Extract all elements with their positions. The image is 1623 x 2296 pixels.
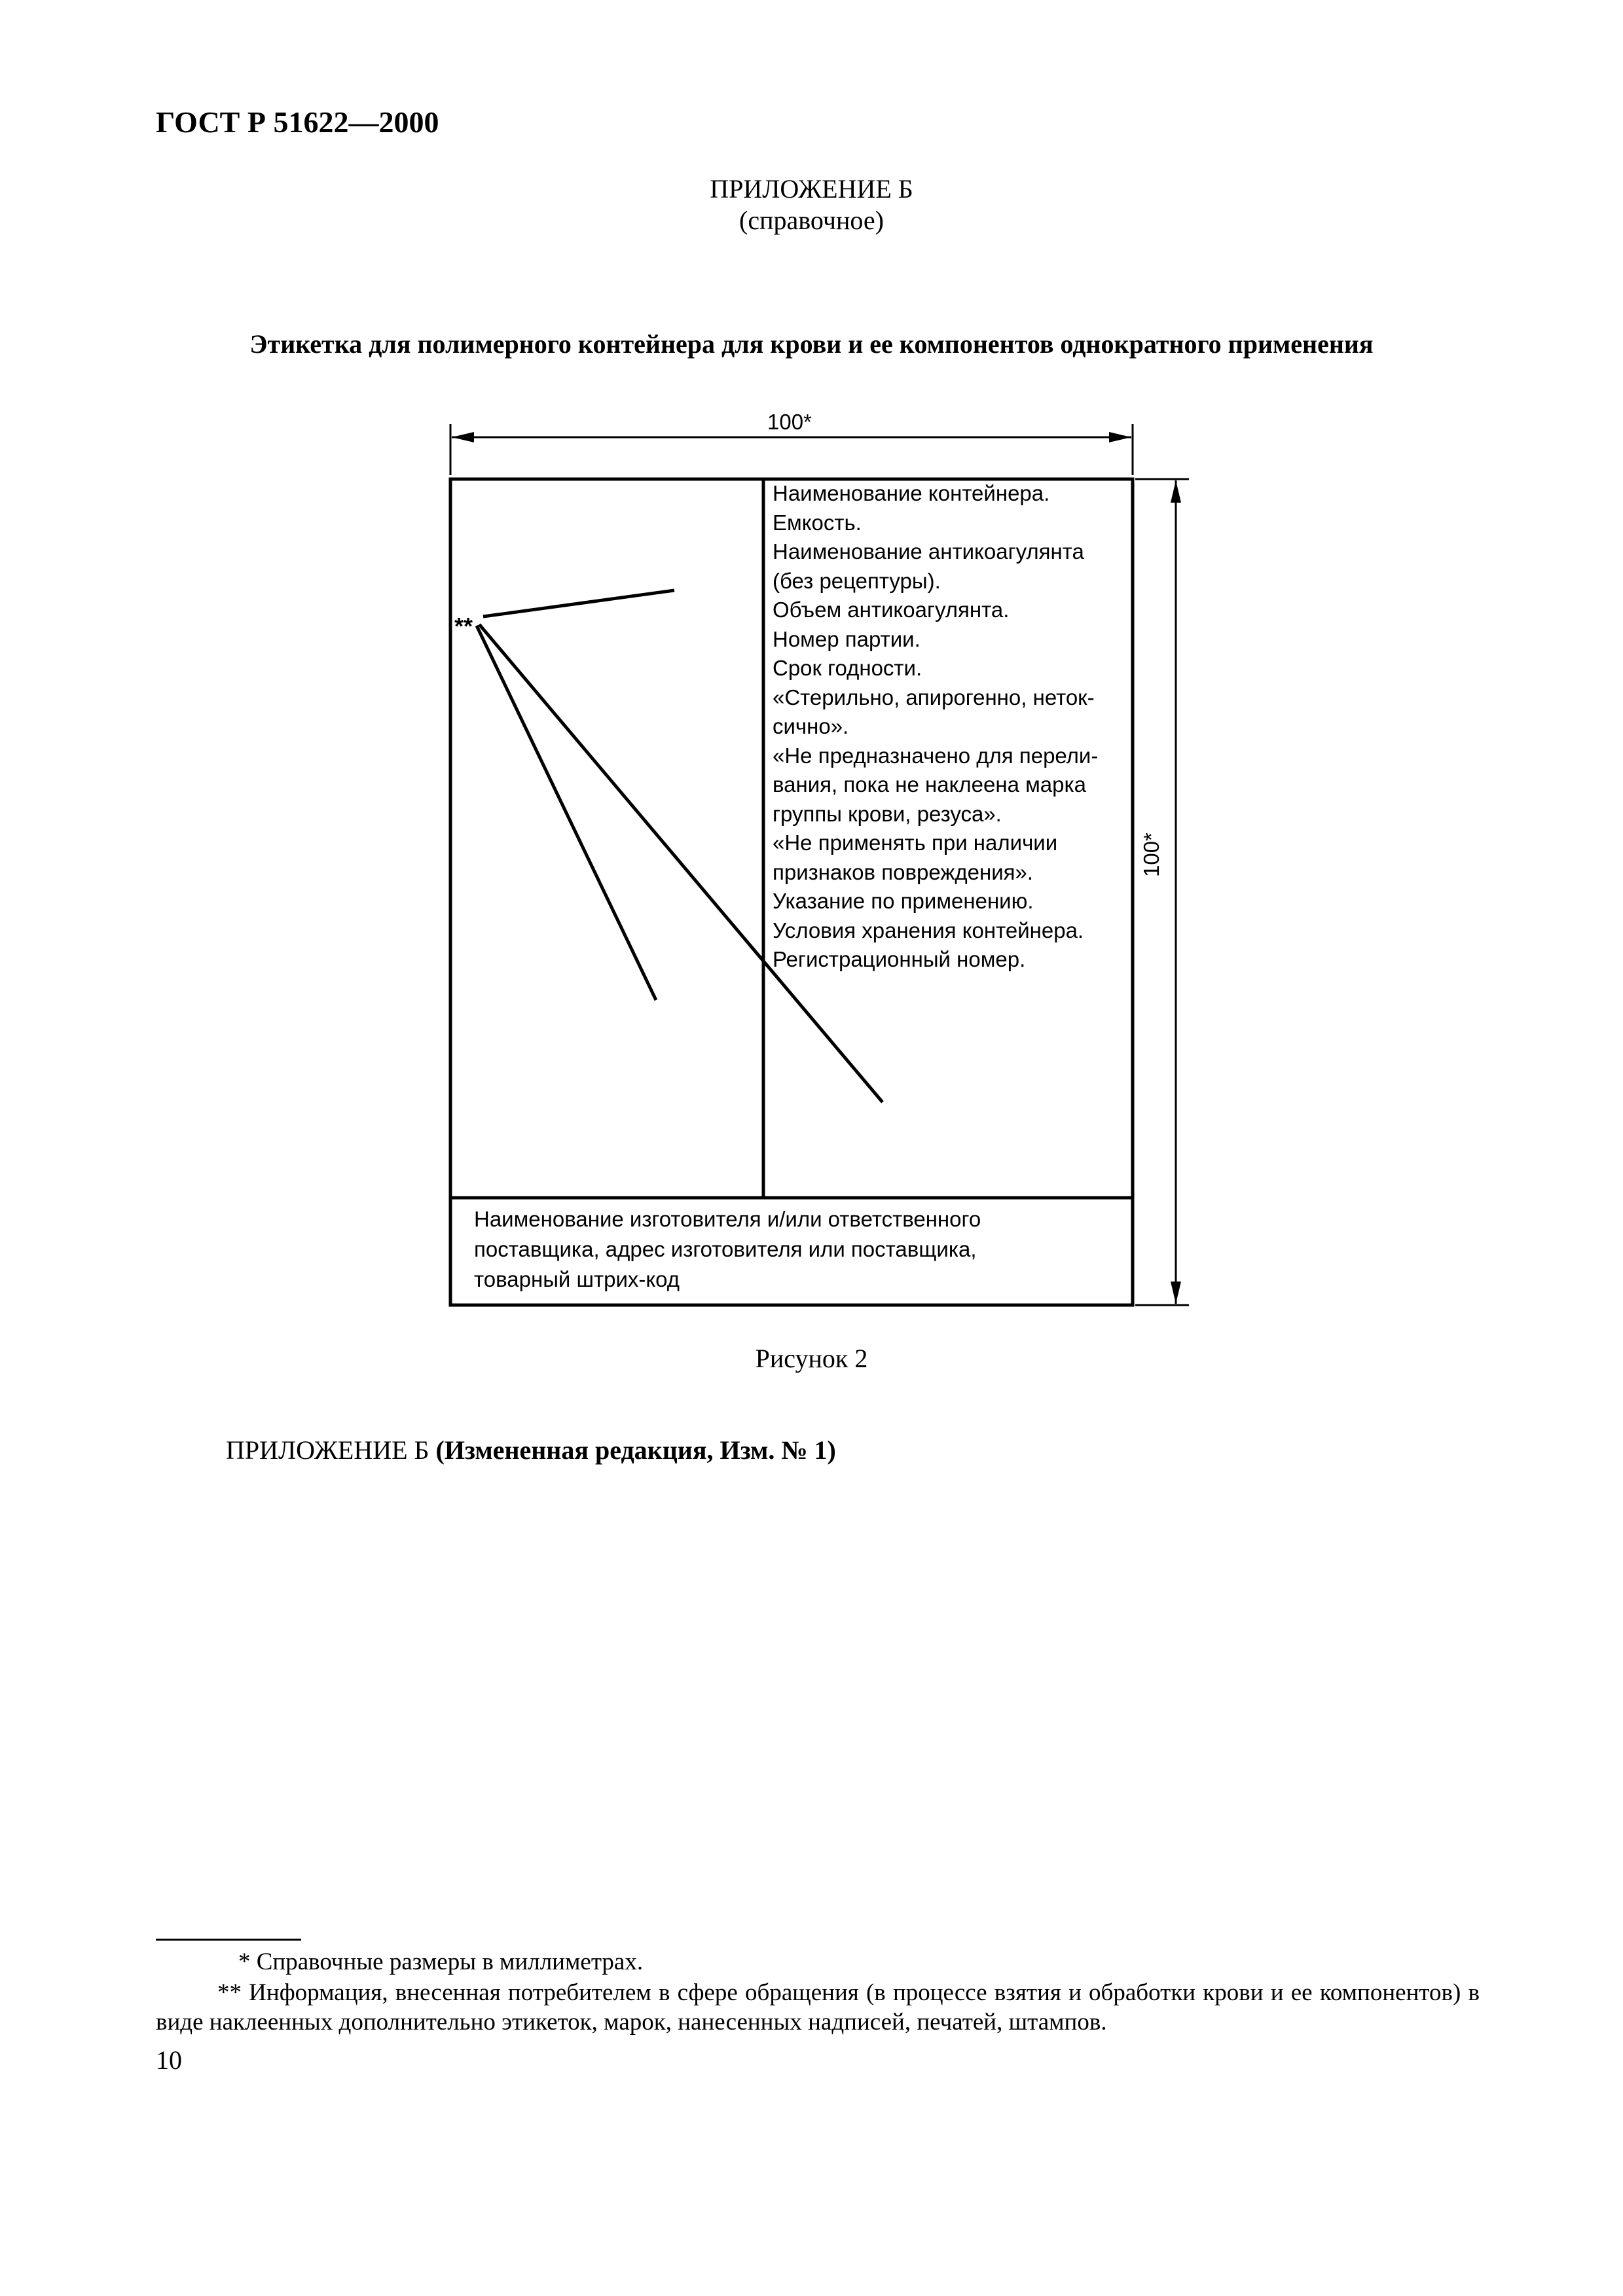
callout-mark: ** xyxy=(454,613,473,639)
info-line: (без рецептуры). xyxy=(773,568,941,593)
info-line: Емкость. xyxy=(773,510,862,535)
height-arrow-bottom xyxy=(1171,1282,1181,1304)
footnote-dimensions: * Справочные размеры в миллиметрах. xyxy=(238,1948,644,1975)
info-line: «Стерильно, апирогенно, неток- xyxy=(773,685,1095,709)
info-line: Объем антикоагулянта. xyxy=(773,598,1010,622)
annex-type: (справочное) xyxy=(739,206,884,235)
document-code: ГОСТ Р 51622—2000 xyxy=(156,105,439,139)
height-dimension-label: 100* xyxy=(1139,833,1163,877)
info-line: признаков повреждения». xyxy=(773,859,1034,884)
info-line: вания, пока не наклеена марка xyxy=(773,772,1087,797)
label-info-list xyxy=(773,479,1098,975)
width-arrow-left xyxy=(452,432,474,442)
info-line: Регистрационный номер. xyxy=(773,947,1026,971)
manufacturer-line: поставщика, адрес изготовителя или поставщика, xyxy=(474,1237,977,1261)
annex-note-prefix: ПРИЛОЖЕНИЕ Б xyxy=(226,1435,429,1465)
info-line: Срок годности. xyxy=(773,656,922,680)
height-arrow-top xyxy=(1171,480,1181,503)
footnote-separator xyxy=(156,1939,301,1941)
figure-caption: Рисунок 2 xyxy=(755,1344,868,1373)
leader-line-top xyxy=(483,590,674,617)
manufacturer-line: товарный штрих-код xyxy=(474,1267,680,1291)
info-line: Наименование контейнера. xyxy=(773,481,1050,505)
page-number: 10 xyxy=(156,2045,182,2075)
info-line: Наименование антикоагулянта xyxy=(773,539,1084,564)
annex-title: ПРИЛОЖЕНИЕ Б xyxy=(710,174,913,204)
manufacturer-info xyxy=(474,1204,981,1295)
info-line: Указание по применению. xyxy=(773,889,1034,913)
info-line: сично». xyxy=(773,714,849,738)
manufacturer-line: Наименование изготовителя и/или ответственного xyxy=(474,1207,981,1231)
annex-revision-note xyxy=(226,1435,836,1465)
info-line: Условия хранения контейнера. xyxy=(773,918,1084,942)
leader-line-middle xyxy=(477,626,656,1000)
footnote-consumer-info: ** Информация, внесенная потребителем в сфере обращения (в процессе взятия и обработки крови и ее компонентов) в виде наклеенных дополнительно этикеток, марок, нанесенных надписей, печатей, штампов. xyxy=(156,1979,1480,2036)
info-line: «Не предназначено для перели- xyxy=(773,743,1099,768)
label-title: Этикетка для полимерного контейнера для крови и ее компонентов однократного применения xyxy=(249,329,1374,359)
width-arrow-right xyxy=(1109,432,1131,442)
annex-note-revision: (Измененная редакция, Изм. № 1) xyxy=(435,1435,836,1465)
info-line: Номер партии. xyxy=(773,626,921,651)
info-line: «Не применять при наличии xyxy=(773,831,1058,855)
width-dimension-label: 100* xyxy=(767,410,812,434)
info-line: группы крови, резуса». xyxy=(773,801,1002,826)
